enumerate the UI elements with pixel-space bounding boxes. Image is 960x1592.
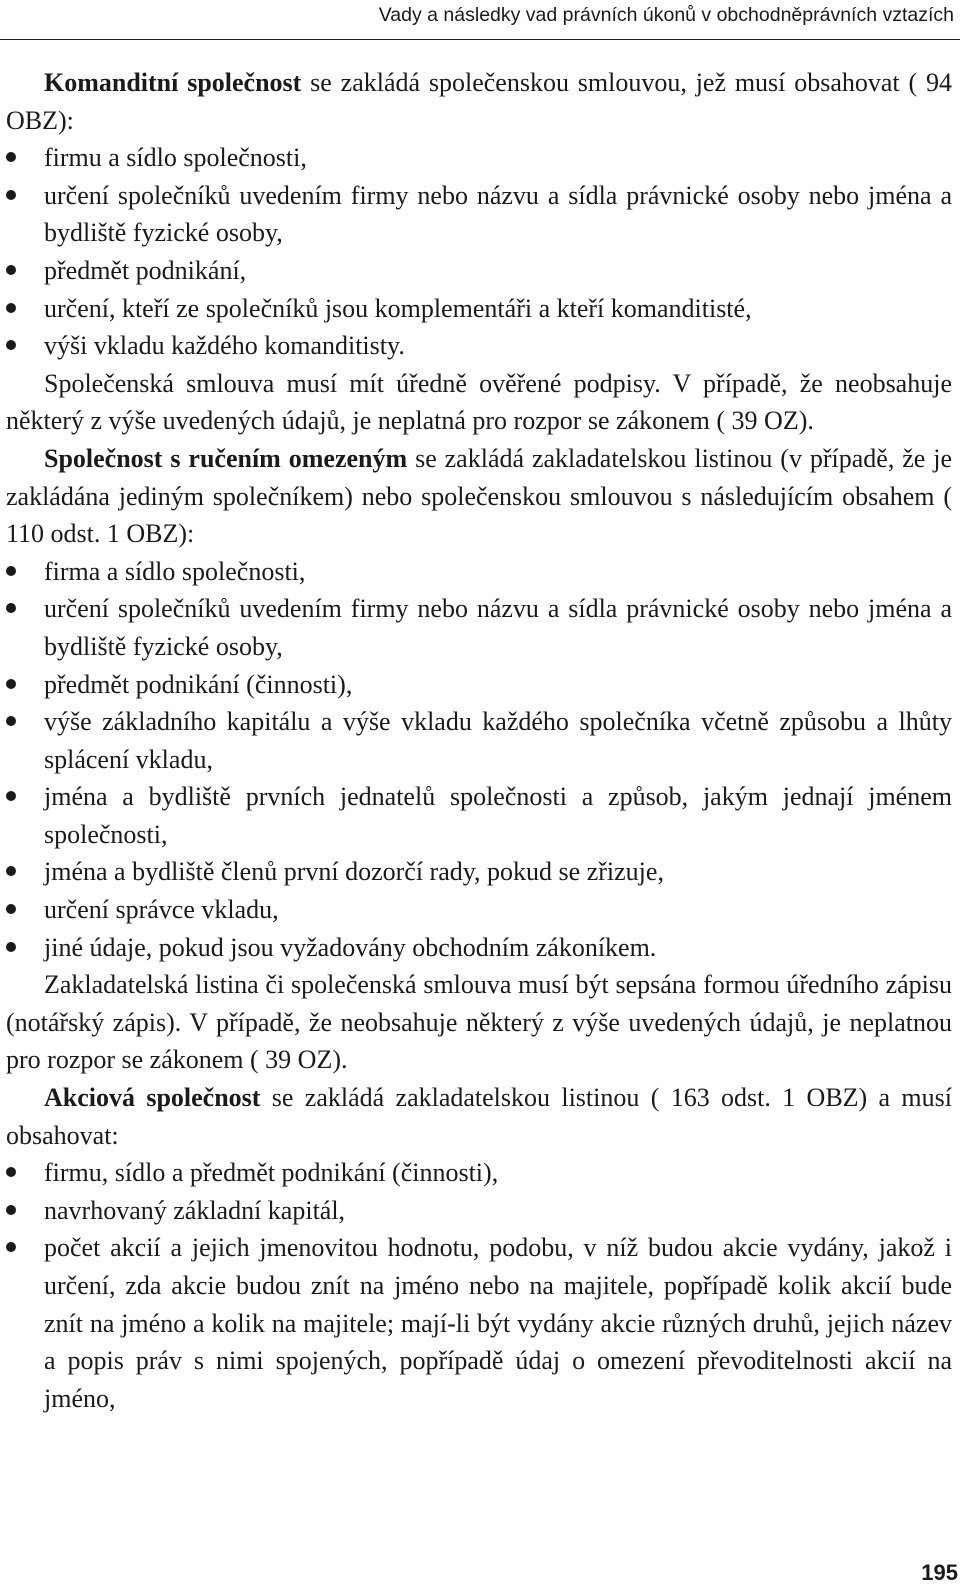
paragraph-sro-intro bbox=[6, 440, 952, 553]
list-item bbox=[6, 290, 952, 328]
header-rule bbox=[0, 39, 960, 40]
bullet-icon bbox=[6, 904, 16, 914]
bullet-icon bbox=[6, 679, 16, 689]
page-body bbox=[6, 64, 952, 1417]
bullet-icon bbox=[6, 866, 16, 876]
bullet-icon bbox=[6, 265, 16, 275]
term-sro: Společnost s ručením omezeným bbox=[44, 443, 408, 473]
bullet-icon bbox=[6, 303, 16, 313]
list-item-text: počet akcií a jejich jmenovitou hodnotu, podobu, v níž budou akcie vydány, jakož i určení, zda akcie budou znít na jméno nebo na majitele, popřípadě kolik akcií bude znít na jméno a kolik na majitele; mají-li být vydány akcie různých druhů, jejich název a popis práv s nimi spojených, popřípadě údaj o omezení převoditelnosti akcií na jméno, bbox=[44, 1233, 952, 1413]
bullet-icon bbox=[6, 942, 16, 952]
bullet-icon bbox=[6, 190, 16, 200]
list-item-text: firmu, sídlo a předmět podnikání (činnosti), bbox=[44, 1158, 499, 1188]
list-item-text: výši vkladu každého komanditisty. bbox=[44, 331, 405, 361]
list-item bbox=[6, 703, 952, 778]
list-ks-requirements bbox=[6, 139, 952, 365]
bullet-icon bbox=[6, 566, 16, 576]
list-item-text: jiné údaje, pokud jsou vyžadovány obchodním zákoníkem. bbox=[44, 932, 657, 962]
list-item bbox=[6, 327, 952, 365]
list-item bbox=[6, 177, 952, 252]
list-sro-requirements bbox=[6, 553, 952, 967]
bullet-icon bbox=[6, 791, 16, 801]
list-as-requirements bbox=[6, 1154, 952, 1417]
list-item-text: firma a sídlo společnosti, bbox=[44, 556, 306, 586]
bullet-icon bbox=[6, 340, 16, 350]
list-item-text: určení společníků uvedením firmy nebo názvu a sídla právnické osoby nebo jména a bydliště fyzické osoby, bbox=[44, 180, 952, 248]
bullet-icon bbox=[6, 1205, 16, 1215]
list-item-text: jména a bydliště členů první dozorčí rady, pokud se zřizuje, bbox=[44, 857, 664, 887]
list-item-text: určení, kteří ze společníků jsou komplementáři a kteří komanditisté, bbox=[44, 293, 752, 323]
paragraph-ks-closing-text: Společenská smlouva musí mít úředně ověřené podpisy. V případě, že neobsahuje některý z výše uvedených údajů, je neplatná pro rozpor se zákonem ( 39 OZ). bbox=[6, 368, 952, 436]
list-item bbox=[6, 553, 952, 591]
list-item bbox=[6, 891, 952, 929]
bullet-icon bbox=[6, 1242, 16, 1252]
list-item-text: předmět podnikání (činnosti), bbox=[44, 669, 353, 699]
term-akciova-spolecnost: Akciová společnost bbox=[44, 1083, 261, 1113]
list-item bbox=[6, 252, 952, 290]
list-item-text: firmu a sídlo společnosti, bbox=[44, 143, 307, 173]
list-item bbox=[6, 590, 952, 665]
list-item bbox=[6, 778, 952, 853]
list-item bbox=[6, 1229, 952, 1417]
paragraph-sro-intro-text: se zakládá zakladatelskou listinou (v případě, že je zakládána jediným společníkem) nebo společenskou smlouvou s následujícím obsahem ( 110 odst. 1 OBZ): bbox=[6, 443, 952, 549]
paragraph-sro-closing: Zakladatelská listina či společenská smlouva musí být sepsána formou úředního zápisu (notářský zápis). V případě, že neobsahuje některý z výše uvedených údajů, je neplatnou pro rozpor se zákonem ( 39 OZ). bbox=[6, 970, 952, 1075]
list-item bbox=[6, 1154, 952, 1192]
list-item-text: výše základního kapitálu a výše vkladu každého společníka včetně způsobu a lhůty splácení vkladu, bbox=[44, 707, 952, 774]
paragraph-ks-intro-text: se zakládá společenskou smlouvou, jež musí obsahovat ( 94 OBZ): bbox=[6, 68, 952, 135]
list-item bbox=[6, 929, 952, 967]
paragraph-ks-intro bbox=[6, 64, 952, 139]
bullet-icon bbox=[6, 716, 16, 726]
list-item bbox=[6, 139, 952, 177]
paragraph-ks-closing bbox=[6, 365, 952, 440]
list-item-text: určení správce vkladu, bbox=[44, 895, 279, 925]
paragraph-as-intro-text: se zakládá zakladatelskou listinou ( 163 odst. 1 OBZ) a musí obsahovat: bbox=[6, 1083, 953, 1150]
bullet-icon bbox=[6, 603, 16, 613]
list-item bbox=[6, 1192, 952, 1230]
list-item-text: navrhovaný základní kapitál, bbox=[44, 1195, 346, 1225]
paragraph-as-intro bbox=[6, 1079, 952, 1154]
list-item-text: určení společníků uvedením firmy nebo názvu a sídla právnické osoby nebo jména a bydliště fyzické osoby, bbox=[44, 594, 952, 661]
term-komanditni-spolecnost: Komanditní společnost bbox=[44, 68, 302, 97]
list-item bbox=[6, 666, 952, 704]
running-header: Vady a následky vad právních úkonů v obchodněprávních vztazích bbox=[378, 4, 954, 26]
list-item bbox=[6, 853, 952, 891]
list-item-text: předmět podnikání, bbox=[44, 255, 247, 285]
bullet-icon bbox=[6, 152, 16, 162]
bullet-icon bbox=[6, 1167, 16, 1177]
list-item-text: jména a bydliště prvních jednatelů společnosti a způsob, jakým jednají jménem společnosti, bbox=[44, 782, 952, 849]
page-number: 195 bbox=[921, 1560, 958, 1585]
